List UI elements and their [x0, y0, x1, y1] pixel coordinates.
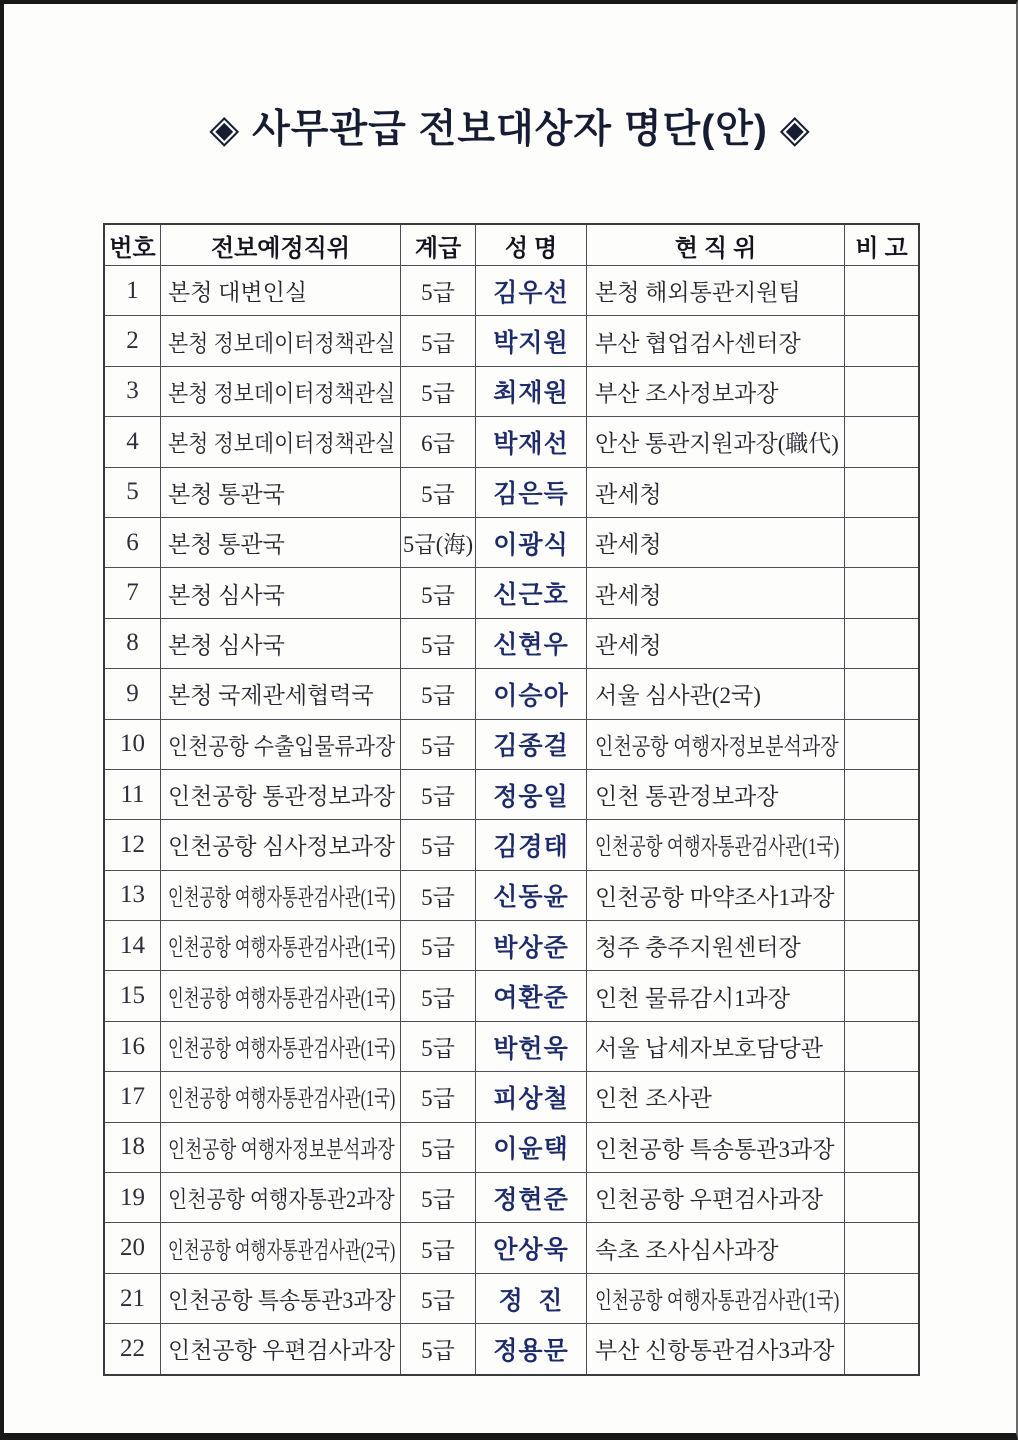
- cell-current-position: [587, 468, 845, 517]
- cell-planned-position: [161, 921, 401, 970]
- cell-text: 1: [126, 276, 139, 304]
- cell-no: [105, 921, 161, 970]
- cell-text: 인천공항 여행자통관검사관(2국): [168, 1237, 396, 1263]
- cell-name: [476, 468, 587, 517]
- cell-no: [105, 1274, 161, 1323]
- cell-text: 인천공항 특송통관3과장: [168, 1288, 396, 1313]
- cell-rank: [401, 266, 476, 315]
- cell-note: [845, 518, 918, 567]
- cell-note: [845, 1072, 918, 1121]
- cell-text: 18: [120, 1133, 145, 1161]
- cell-text: 부산 협업검사센터장: [595, 330, 801, 356]
- cell-text: 김종걸: [493, 733, 569, 761]
- cell-text: 본청 대변인실: [168, 280, 308, 306]
- cell-no: [105, 619, 161, 668]
- cell-note: [845, 1324, 918, 1373]
- cell-text: 인천공항 여행자통관검사관(1국): [168, 985, 396, 1011]
- cell-no: [105, 971, 161, 1020]
- cell-text: 20: [120, 1234, 145, 1262]
- cell-no: [105, 518, 161, 567]
- cell-text: 이광식: [493, 531, 569, 559]
- table-row: [105, 1223, 918, 1273]
- cell-no: [105, 1173, 161, 1222]
- cell-planned-position: [161, 1223, 401, 1272]
- cell-text: 신현우: [493, 632, 569, 660]
- header-text: 성 명: [504, 235, 558, 262]
- cell-planned-position: [161, 316, 401, 365]
- cell-name: [476, 568, 587, 617]
- transfer-table: [103, 223, 920, 1376]
- cell-text: 5급: [421, 1036, 455, 1062]
- cell-current-position: [587, 619, 845, 668]
- cell-current-position: [587, 316, 845, 365]
- cell-no: [105, 1022, 161, 1071]
- cell-name: [476, 1022, 587, 1071]
- cell-current-position: [587, 971, 845, 1020]
- table-row: [105, 367, 918, 417]
- cell-planned-position: [161, 568, 401, 617]
- cell-text: 인천공항 여행자통관검사관(1국): [168, 935, 396, 961]
- cell-note: [845, 619, 918, 668]
- cell-text: 5급: [421, 935, 455, 961]
- cell-current-position: [587, 720, 845, 769]
- cell-text: 5급: [421, 1136, 455, 1162]
- table-row: [105, 720, 918, 770]
- header-text: 계급: [414, 235, 462, 262]
- cell-text: 6: [126, 528, 139, 556]
- cell-text: 5급: [421, 733, 455, 759]
- cell-text: 이윤택: [493, 1136, 569, 1164]
- cell-text: 5급: [421, 1237, 455, 1263]
- header-text: 전보예정직위: [210, 235, 351, 262]
- cell-text: 부산 신항통관검사3과장: [595, 1338, 835, 1364]
- table-row: [105, 468, 918, 518]
- cell-rank: [401, 770, 476, 819]
- cell-text: 5급(海): [402, 532, 474, 558]
- cell-text: 인천공항 여행자통관검사관(1국): [168, 1036, 396, 1062]
- cell-current-position: [587, 1072, 845, 1121]
- cell-current-position: [587, 266, 845, 315]
- cell-text: 정웅일: [493, 783, 569, 811]
- cell-text: 5급: [421, 1338, 455, 1364]
- cell-text: 본청 국제관세협력국: [168, 683, 374, 709]
- cell-text: 15: [120, 982, 145, 1010]
- cell-text: 8: [126, 629, 139, 657]
- cell-rank: [401, 1324, 476, 1373]
- cell-note: [845, 1223, 918, 1272]
- cell-text: 김경태: [493, 833, 569, 861]
- table-row: [105, 871, 918, 921]
- cell-rank: [401, 367, 476, 416]
- table-row: [105, 316, 918, 366]
- cell-no: [105, 1123, 161, 1172]
- cell-rank: [401, 1173, 476, 1222]
- cell-note: [845, 417, 918, 466]
- cell-current-position: [587, 871, 845, 920]
- cell-text: 5급: [421, 784, 455, 810]
- table-row: [105, 1324, 918, 1373]
- cell-rank: [401, 820, 476, 869]
- cell-planned-position: [161, 669, 401, 718]
- cell-text: 본청 정보데이터정책관실: [168, 431, 396, 457]
- cell-text: 신근호: [493, 582, 569, 610]
- cell-text: 본청 심사국: [168, 632, 285, 658]
- cell-note: [845, 468, 918, 517]
- table-row: [105, 921, 918, 971]
- cell-text: 12: [120, 830, 145, 858]
- cell-text: 박헌욱: [493, 1035, 569, 1063]
- table-row: [105, 417, 918, 467]
- cell-name: [476, 619, 587, 668]
- cell-text: 관세청: [595, 532, 662, 558]
- cell-rank: [401, 568, 476, 617]
- cell-planned-position: [161, 468, 401, 517]
- cell-text: 박재선: [493, 430, 569, 458]
- cell-current-position: [587, 820, 845, 869]
- cell-current-position: [587, 518, 845, 567]
- cell-name: [476, 518, 587, 567]
- cell-text: 5급: [421, 834, 455, 860]
- cell-planned-position: [161, 417, 401, 466]
- cell-current-position: [587, 1324, 845, 1373]
- cell-name: [476, 720, 587, 769]
- cell-text: 인천공항 여행자통관검사관(1국): [168, 884, 396, 910]
- cell-text: 이승아: [493, 682, 569, 710]
- cell-text: 본청 정보데이터정책관실: [168, 330, 396, 356]
- cell-text: 5급: [421, 1187, 455, 1213]
- cell-rank: [401, 1123, 476, 1172]
- cell-text: 서울 심사관(2국): [595, 683, 761, 709]
- cell-text: 14: [120, 931, 145, 959]
- cell-note: [845, 1173, 918, 1222]
- cell-text: 박지원: [493, 330, 569, 358]
- cell-name: [476, 1072, 587, 1121]
- table-row: [105, 518, 918, 568]
- header-cell-no: [105, 225, 161, 265]
- cell-current-position: [587, 669, 845, 718]
- cell-text: 인천 물류감시1과장: [595, 985, 790, 1011]
- cell-text: 5급: [421, 632, 455, 658]
- cell-current-position: [587, 1123, 845, 1172]
- cell-text: 여환준: [493, 985, 569, 1013]
- cell-text: 5급: [421, 582, 455, 608]
- cell-name: [476, 1223, 587, 1272]
- cell-text: 김우선: [493, 279, 569, 307]
- cell-planned-position: [161, 518, 401, 567]
- cell-text: 3: [126, 377, 139, 405]
- cell-current-position: [587, 1223, 845, 1272]
- table-row: [105, 770, 918, 820]
- cell-no: [105, 367, 161, 416]
- cell-planned-position: [161, 1324, 401, 1373]
- table-row: [105, 568, 918, 618]
- cell-no: [105, 468, 161, 517]
- cell-text: 4: [126, 427, 139, 455]
- cell-name: [476, 971, 587, 1020]
- cell-text: 인천공항 수출입물류과장: [168, 733, 396, 759]
- table-row: [105, 669, 918, 719]
- cell-planned-position: [161, 1274, 401, 1323]
- cell-name: [476, 871, 587, 920]
- table-row: [105, 619, 918, 669]
- cell-note: [845, 921, 918, 970]
- table-row: [105, 1173, 918, 1223]
- cell-text: 본청 심사국: [168, 582, 285, 608]
- cell-text: 5급: [421, 683, 455, 709]
- cell-text: 서울 납세자보호담당관: [595, 1036, 823, 1062]
- table-header-row: [105, 225, 918, 266]
- cell-text: 신동윤: [493, 884, 569, 912]
- cell-planned-position: [161, 971, 401, 1020]
- cell-text: 청주 충주지원센터장: [595, 935, 801, 961]
- cell-text: 17: [120, 1082, 145, 1110]
- cell-text: 11: [120, 780, 145, 808]
- cell-text: 정 진: [498, 1287, 564, 1315]
- cell-name: [476, 921, 587, 970]
- cell-text: 5급: [421, 1288, 455, 1313]
- table-row: [105, 1022, 918, 1072]
- cell-text: 5급: [421, 280, 455, 306]
- cell-planned-position: [161, 1072, 401, 1121]
- table-row: [105, 266, 918, 316]
- cell-rank: [401, 518, 476, 567]
- cell-planned-position: [161, 1173, 401, 1222]
- cell-text: 박상준: [493, 934, 569, 962]
- header-cell-rank: [401, 225, 476, 265]
- cell-text: 5급: [421, 985, 455, 1011]
- cell-note: [845, 669, 918, 718]
- cell-rank: [401, 971, 476, 1020]
- cell-text: 5급: [421, 380, 455, 406]
- header-cell-name: [476, 225, 587, 265]
- cell-text: 16: [120, 1032, 145, 1060]
- table-row: [105, 820, 918, 870]
- cell-current-position: [587, 417, 845, 466]
- cell-planned-position: [161, 1123, 401, 1172]
- cell-text: 관세청: [595, 632, 662, 658]
- cell-text: 19: [120, 1183, 145, 1211]
- cell-no: [105, 770, 161, 819]
- cell-text: 김은득: [493, 481, 569, 509]
- cell-no: [105, 417, 161, 466]
- cell-text: 속초 조사심사과장: [595, 1237, 779, 1263]
- cell-no: [105, 669, 161, 718]
- cell-rank: [401, 619, 476, 668]
- cell-text: 인천공항 마약조사1과장: [595, 884, 835, 910]
- cell-current-position: [587, 770, 845, 819]
- cell-text: 2: [126, 327, 139, 355]
- cell-text: 인천 조사관: [595, 1086, 712, 1112]
- cell-text: 본청 통관국: [168, 481, 285, 507]
- cell-text: 안상욱: [493, 1237, 569, 1265]
- table-row: [105, 1274, 918, 1324]
- cell-rank: [401, 1274, 476, 1323]
- cell-no: [105, 568, 161, 617]
- cell-text: 5: [126, 478, 139, 506]
- cell-text: 인천공항 여행자통관검사관(1국): [595, 1288, 840, 1313]
- cell-rank: [401, 1223, 476, 1272]
- cell-planned-position: [161, 871, 401, 920]
- cell-text: 5급: [421, 884, 455, 910]
- cell-text: 인천공항 여행자통관검사관(1국): [595, 834, 840, 860]
- cell-note: [845, 770, 918, 819]
- header-text: 현 직 위: [674, 235, 757, 262]
- cell-name: [476, 1123, 587, 1172]
- cell-text: 인천공항 우편검사과장: [595, 1187, 823, 1213]
- cell-note: [845, 1022, 918, 1071]
- cell-note: [845, 367, 918, 416]
- cell-text: 인천공항 심사정보과장: [168, 834, 396, 860]
- cell-note: [845, 871, 918, 920]
- cell-text: 본청 정보데이터정책관실: [168, 380, 396, 406]
- cell-name: [476, 417, 587, 466]
- cell-text: 부산 조사정보과장: [595, 380, 779, 406]
- cell-current-position: [587, 1173, 845, 1222]
- cell-note: [845, 1123, 918, 1172]
- cell-text: 6급: [421, 431, 455, 457]
- cell-text: 9: [126, 679, 139, 707]
- cell-text: 인천공항 여행자정보분석과장: [168, 1136, 395, 1162]
- cell-text: 정용문: [493, 1337, 569, 1365]
- cell-no: [105, 720, 161, 769]
- cell-current-position: [587, 568, 845, 617]
- cell-text: 인천공항 통관정보과장: [168, 784, 396, 810]
- header-text: 비 고: [855, 235, 908, 262]
- cell-text: 인천공항 우편검사과장: [168, 1338, 396, 1364]
- table-row: [105, 1072, 918, 1122]
- cell-current-position: [587, 921, 845, 970]
- cell-text: 5급: [421, 1086, 455, 1112]
- cell-rank: [401, 468, 476, 517]
- cell-note: [845, 316, 918, 365]
- cell-planned-position: [161, 367, 401, 416]
- cell-name: [476, 367, 587, 416]
- cell-note: [845, 820, 918, 869]
- cell-text: 13: [120, 881, 145, 909]
- cell-note: [845, 720, 918, 769]
- cell-planned-position: [161, 770, 401, 819]
- cell-note: [845, 266, 918, 315]
- cell-text: 최재원: [493, 380, 569, 408]
- cell-text: 22: [120, 1334, 145, 1362]
- cell-name: [476, 1324, 587, 1373]
- cell-text: 본청 해외통관지원팀: [595, 280, 801, 306]
- cell-current-position: [587, 1274, 845, 1323]
- header-cell-note: [845, 225, 918, 265]
- table-body: [105, 266, 918, 1374]
- cell-name: [476, 266, 587, 315]
- cell-planned-position: [161, 266, 401, 315]
- cell-text: 10: [120, 730, 145, 758]
- table-row: [105, 971, 918, 1021]
- cell-planned-position: [161, 619, 401, 668]
- cell-name: [476, 669, 587, 718]
- cell-text: 5급: [421, 330, 455, 356]
- cell-no: [105, 266, 161, 315]
- cell-current-position: [587, 1022, 845, 1071]
- cell-no: [105, 1223, 161, 1272]
- cell-text: 안산 통관지원과장(職代): [595, 431, 839, 457]
- cell-rank: [401, 1072, 476, 1121]
- header-cell-planned-position: [161, 225, 401, 265]
- cell-rank: [401, 720, 476, 769]
- cell-note: [845, 568, 918, 617]
- cell-text: 인천공항 여행자통관검사관(1국): [168, 1086, 396, 1112]
- cell-no: [105, 820, 161, 869]
- cell-rank: [401, 1022, 476, 1071]
- cell-note: [845, 971, 918, 1020]
- cell-text: 관세청: [595, 582, 662, 608]
- cell-no: [105, 1324, 161, 1373]
- cell-rank: [401, 417, 476, 466]
- cell-planned-position: [161, 1022, 401, 1071]
- cell-text: 인천공항 여행자정보분석과장: [595, 733, 839, 759]
- cell-current-position: [587, 367, 845, 416]
- header-cell-current-position: [587, 225, 845, 265]
- cell-text: 정현준: [493, 1186, 569, 1214]
- cell-name: [476, 1173, 587, 1222]
- cell-text: 피상철: [493, 1085, 569, 1113]
- cell-name: [476, 770, 587, 819]
- table-row: [105, 1123, 918, 1173]
- cell-rank: [401, 871, 476, 920]
- cell-text: 인천공항 여행자통관2과장: [168, 1187, 395, 1213]
- cell-note: [845, 1274, 918, 1323]
- cell-text: 본청 통관국: [168, 532, 285, 558]
- cell-name: [476, 820, 587, 869]
- cell-rank: [401, 316, 476, 365]
- cell-name: [476, 316, 587, 365]
- cell-rank: [401, 921, 476, 970]
- cell-name: [476, 1274, 587, 1323]
- page-title: ◈ 사무관급 전보대상자 명단(안) ◈: [209, 108, 811, 151]
- cell-planned-position: [161, 720, 401, 769]
- cell-text: 7: [126, 579, 139, 607]
- cell-text: 관세청: [595, 481, 662, 507]
- cell-text: 인천 통관정보과장: [595, 784, 779, 810]
- cell-rank: [401, 669, 476, 718]
- cell-planned-position: [161, 820, 401, 869]
- cell-text: 5급: [421, 481, 455, 507]
- cell-no: [105, 1072, 161, 1121]
- cell-text: 인천공항 특송통관3과장: [595, 1136, 835, 1162]
- cell-no: [105, 871, 161, 920]
- cell-no: [105, 316, 161, 365]
- header-text: 번호: [109, 235, 156, 262]
- cell-text: 21: [120, 1284, 145, 1312]
